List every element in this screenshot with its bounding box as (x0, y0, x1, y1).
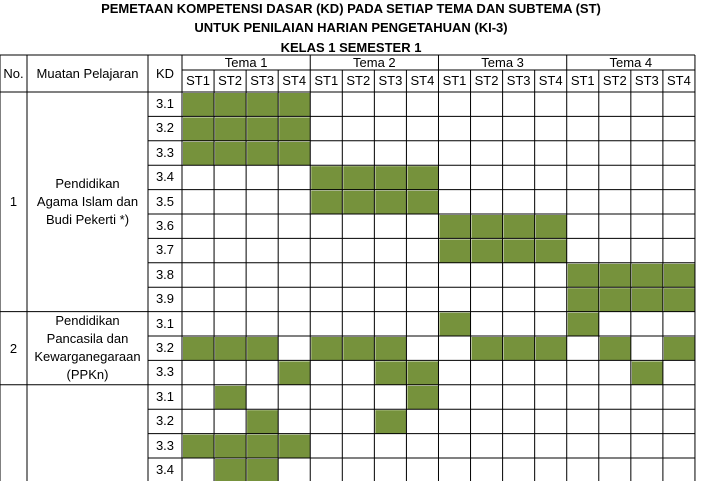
filled-cell (215, 459, 246, 481)
kd-label: 3.4 (155, 462, 175, 477)
filled-cell (439, 313, 470, 336)
filled-cell (183, 117, 214, 140)
filled-cell (568, 313, 599, 336)
filled-cell (664, 288, 695, 311)
kd-label: 3.1 (155, 315, 175, 331)
kd-label: 3.2 (155, 120, 175, 136)
filled-cell (311, 166, 342, 189)
kd-label: 3.2 (155, 340, 175, 355)
tema-header: Tema 4 (609, 55, 653, 70)
filled-cell (536, 239, 567, 262)
filled-cell (215, 142, 246, 165)
filled-cell (568, 288, 599, 311)
kd-label: 3.7 (155, 242, 175, 258)
filled-cell (215, 435, 246, 458)
title-line-1: PEMETAAN KOMPETENSI DASAR (KD) PADA SETIAP TEMA DAN SUBTEMA (ST) (101, 1, 601, 16)
filled-cell (407, 386, 438, 409)
kd-label: 3.4 (155, 169, 175, 185)
muatan-line: Kewarganegaraan (34, 349, 141, 365)
filled-cell (375, 337, 406, 360)
filled-cell (215, 117, 246, 140)
filled-cell (247, 93, 278, 116)
filled-cell (311, 337, 342, 360)
filled-cell (279, 361, 310, 384)
filled-cell (536, 215, 567, 238)
filled-cell (247, 459, 278, 481)
kd-label: 3.5 (155, 193, 175, 209)
subtema-header: ST2 (602, 73, 627, 88)
group-no: 1 (9, 194, 18, 209)
filled-cell (632, 361, 663, 384)
subtema-header: ST2 (474, 73, 499, 88)
filled-cell (568, 264, 599, 287)
filled-cell (504, 215, 535, 238)
filled-cell (247, 435, 278, 458)
tema-header: Tema 3 (481, 55, 524, 70)
filled-cell (632, 288, 663, 311)
subtema-header: ST4 (666, 73, 691, 88)
filled-cell (375, 166, 406, 189)
filled-cell (439, 215, 470, 238)
title-line-2: UNTUK PENILAIAN HARIAN PENGETAHUAN (KI-3) (194, 20, 508, 35)
filled-cell (407, 166, 438, 189)
group-no: 2 (9, 340, 18, 356)
header-muatan: Muatan Pelajaran (36, 66, 139, 81)
subtema-header: ST4 (410, 73, 435, 88)
filled-cell (664, 337, 695, 360)
header-no: No. (3, 66, 24, 81)
filled-cell (439, 239, 470, 262)
filled-cell (343, 337, 374, 360)
filled-cell (279, 142, 310, 165)
subtema-header: ST1 (442, 73, 467, 88)
subtema-header: ST1 (314, 73, 339, 88)
kd-label: 3.1 (155, 96, 175, 111)
filled-cell (407, 361, 438, 384)
kd-label: 3.6 (155, 218, 175, 233)
filled-cell (632, 264, 663, 287)
filled-cell (343, 191, 374, 214)
filled-cell (247, 410, 278, 433)
muatan-line: Pendidikan (55, 313, 120, 329)
filled-cell (279, 435, 310, 458)
filled-cell (375, 410, 406, 433)
subtema-header: ST3 (506, 73, 531, 88)
tema-header: Tema 2 (353, 55, 396, 70)
filled-cell (600, 288, 631, 311)
filled-cell (247, 142, 278, 165)
group-muatan (27, 175, 148, 229)
muatan-line: Pendidikan (55, 175, 120, 191)
filled-cell (504, 337, 535, 360)
filled-cell (407, 191, 438, 214)
subtema-header: ST1 (186, 73, 210, 88)
subtema-header: ST3 (250, 73, 275, 88)
filled-cell (247, 117, 278, 140)
filled-cell (183, 93, 214, 116)
kd-label: 3.2 (155, 413, 175, 429)
filled-cell (600, 264, 631, 287)
filled-cell (504, 239, 535, 262)
subtema-header: ST3 (378, 73, 403, 88)
filled-cell (664, 264, 695, 287)
kd-label: 3.9 (155, 291, 175, 307)
filled-cell (215, 386, 246, 409)
muatan-line: Agama Islam dan (36, 193, 139, 209)
filled-cell (600, 337, 631, 360)
filled-cell (311, 191, 342, 214)
filled-cell (279, 93, 310, 116)
muatan-line: Pancasila dan (46, 331, 129, 347)
filled-cell (183, 142, 214, 165)
filled-cell (343, 166, 374, 189)
filled-cell (247, 337, 278, 360)
group-muatan (27, 312, 148, 384)
kd-label: 3.3 (155, 437, 175, 453)
kd-label: 3.3 (155, 364, 175, 380)
filled-cell (536, 337, 567, 360)
filled-cell (472, 215, 503, 238)
muatan-line: (PPKn) (66, 367, 109, 383)
subtema-header: ST4 (282, 73, 307, 88)
kd-label: 3.8 (155, 266, 175, 282)
filled-cell (472, 337, 503, 360)
subtema-header: ST2 (218, 73, 242, 88)
kd-label: 3.1 (155, 388, 175, 404)
subtema-header: ST2 (346, 73, 371, 88)
filled-cell (183, 337, 214, 360)
subtema-header: ST3 (634, 73, 659, 88)
filled-cell (183, 435, 214, 458)
muatan-line: Budi Pekerti *) (45, 211, 130, 227)
subtema-header: ST4 (538, 73, 563, 88)
header-kd: KD (155, 66, 175, 81)
filled-cell (472, 239, 503, 262)
title-line-3: KELAS 1 SEMESTER 1 (280, 40, 422, 55)
subtema-header: ST1 (570, 73, 595, 88)
kd-label: 3.3 (155, 144, 175, 160)
filled-cell (215, 93, 246, 116)
tema-header: Tema 1 (224, 55, 268, 70)
filled-cell (215, 337, 246, 360)
filled-cell (375, 191, 406, 214)
filled-cell (279, 117, 310, 140)
filled-cell (375, 361, 406, 384)
